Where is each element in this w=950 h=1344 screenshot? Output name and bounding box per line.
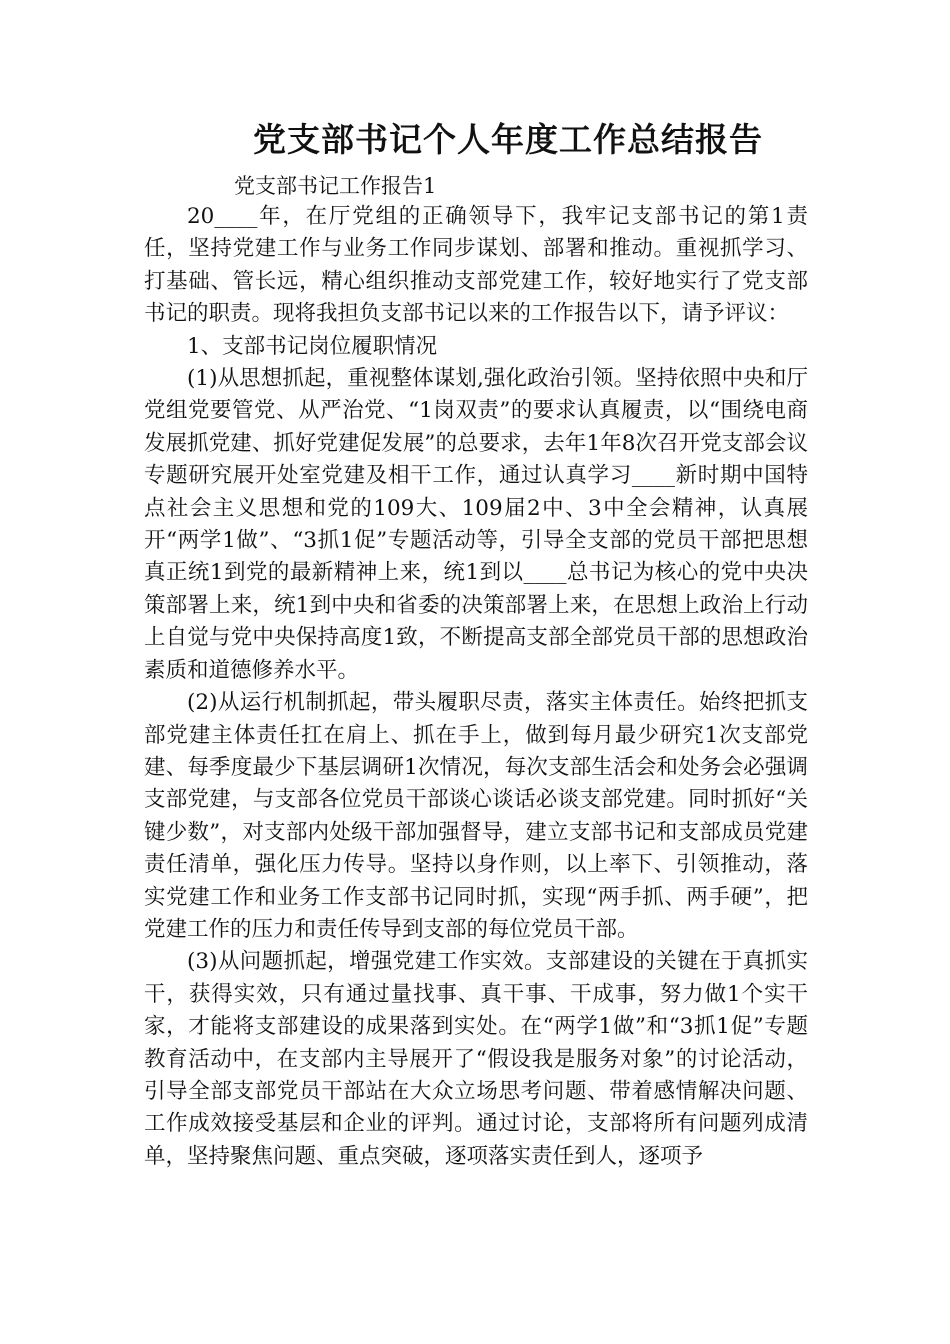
document-subtitle: 党支部书记工作报告1	[234, 174, 437, 198]
document-body	[144, 201, 808, 1173]
paragraph-item-2: (2)从运行机制抓起，带头履职尽责，落实主体责任。始终把抓支部党建主体责任扛在肩上、抓在手上，做到每月最少研究1次支部党建、每季度最少下基层调研1次情况，每次支部生活会和处务会必强调支部党建，与支部各位党员干部谈心谈话必谈支部党建。同时抓好“关键少数”，对支部内处级干部加强督导，建立支部书记和支部成员党建责任清单，强化压力传导。坚持以身作则，以上率下、引领推动，落实党建工作和业务工作支部书记同时抓，实现“两手抓、两手硬”，把党建工作的压力和责任传导到支部的每位党员干部。	[144, 690, 808, 942]
paragraph-item-3: (3)从问题抓起，增强党建工作实效。支部建设的关键在于真抓实干，获得实效，只有通过量找事、真干事、干成事，努力做1个实干家，才能将支部建设的成果落到实处。在“两学1做”和“3抓1促”专题教育活动中，在支部内主导展开了“假设我是服务对象”的讨论活动，引导全部支部党员干部站在大众立场思考问题、带着感情解决问题、工作成效接受基层和企业的评判。通过讨论，支部将所有问题列成清单，坚持聚焦问题、重点突破，逐项落实责任到人，逐项予	[144, 949, 808, 1169]
paragraph-item-1: (1)从思想抓起，重视整体谋划,强化政治引领。坚持依照中央和厅党组党要管党、从严治党、“1岗双责”的要求认真履责，以“围绕电商发展抓党建、抓好党建促发展”的总要求，去年1年8次召开党支部会议专题研究展开处室党建及相干工作，通过认真学习____新时期中国特点社会主义思想和党的109大、109届2中、3中全会精神，认真展开“两学1做”、“3抓1促”专题活动等，引导全支部的党员干部把思想真正统1到党的最新精神上来，统1到以____总书记为核心的党中央决策部署上来，统1到中央和省委的决策部署上来，在思想上政治上行动上自觉与党中央保持高度1致，不断提高支部全部党员干部的思想政治素质和道德修养水平。	[144, 366, 808, 683]
document-title: 党支部书记个人年度工作总结报告	[253, 120, 763, 159]
paragraph-intro: 20____年，在厅党组的正确领导下，我牢记支部书记的第1责任，坚持党建工作与业务工作同步谋划、部署和推动。重视抓学习、打基础、管长远，精心组织推动支部党建工作，较好地实行了党支部书记的职责。现将我担负支部书记以来的工作报告以下，请予评议：	[144, 204, 808, 327]
section-heading: 1、支部书记岗位履职情况	[187, 333, 438, 359]
